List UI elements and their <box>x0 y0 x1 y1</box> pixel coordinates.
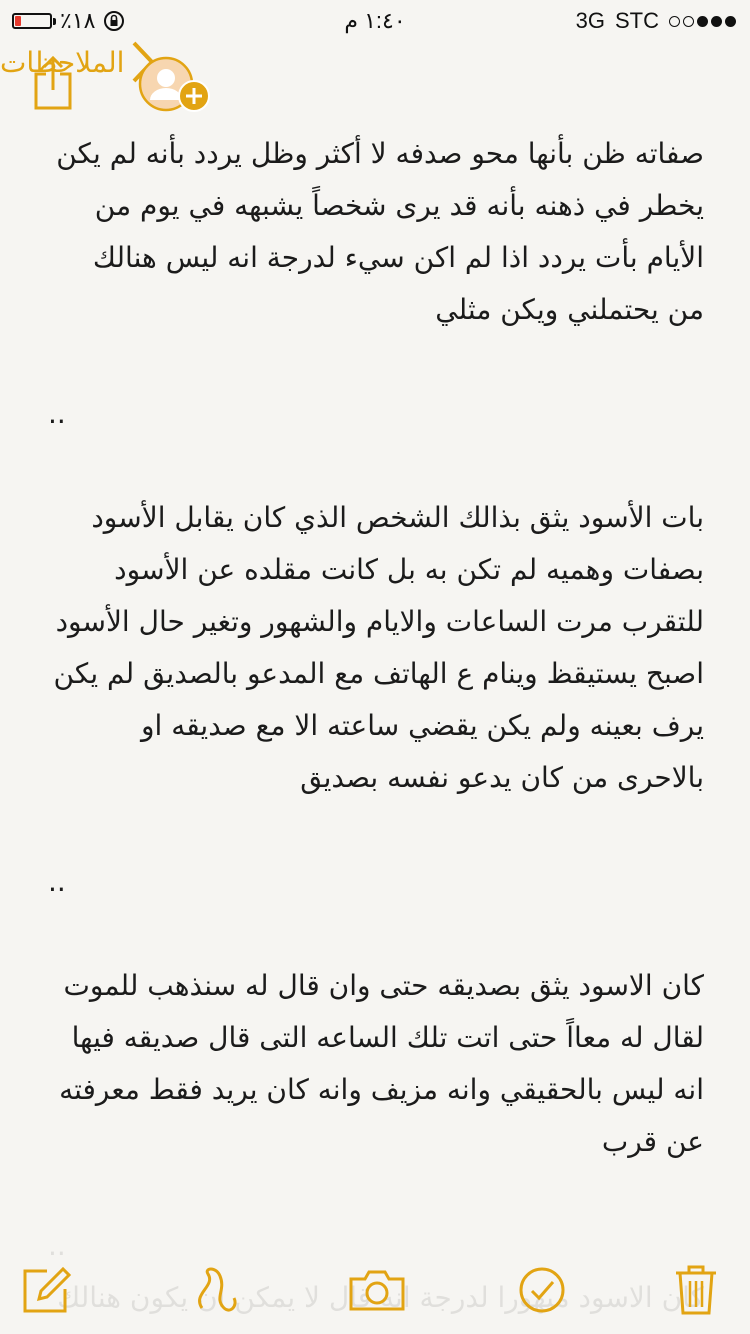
blank-line <box>48 1168 704 1220</box>
camera-button[interactable] <box>346 1260 408 1320</box>
status-bar <box>0 0 750 40</box>
note-separator: .. <box>48 865 66 898</box>
add-person-button[interactable] <box>138 54 214 116</box>
note-paragraph: بات الأسود يثق بذالك الشخص الذي كان يقابل الأسود بصفات وهميه لم تكن به بل كانت مقلده عن الأسود للتقرب مرت الساعات والايام والشهور وتغير حال الأسود اصبح يستيقظ وينام ع الهاتف مع المدعو بالصديق لم يكن يرف بعينه ولم يكن يقضي ساعته الا مع صديقه او بالاحرى من كان يدعو نفسه بصديق <box>53 501 704 794</box>
sketch-button[interactable] <box>186 1260 246 1320</box>
blank-line <box>48 804 704 856</box>
note-separator: .. <box>48 397 66 430</box>
note-body[interactable] <box>48 128 704 1238</box>
add-person-icon <box>138 54 214 116</box>
bottom-toolbar <box>0 1238 750 1334</box>
blank-line <box>48 336 704 388</box>
note-paragraph: صفاته ظن بأنها محو صدفه لا أكثر وظل يردد بأنه لم يكن يخطر في ذهنه بأنه قد يرى شخصاً يشبهه في يوم من الأيام بأت يردد اذا لم اكن سيء لدرجة انه ليس هنالك من يحتملني ويكن مثلي <box>56 137 704 326</box>
back-button[interactable] <box>0 40 750 84</box>
blank-line <box>48 440 704 492</box>
status-right <box>576 8 736 34</box>
signal-dot <box>697 16 708 27</box>
signal-strength-icon <box>669 16 736 27</box>
note-paragraph: كان الاسود يثق بصديقه حتى وان قال له سنذهب للموت لقال له معااً حتى اتت تلك الساعه التى قال صديقه فيها انه ليس بالحقيقي وانه مزيف وانه كان يريد فقط معرفته عن قرب <box>59 969 704 1158</box>
compose-icon <box>19 1263 73 1317</box>
compose-button[interactable] <box>16 1260 76 1320</box>
checklist-button[interactable] <box>512 1260 572 1320</box>
signal-dot <box>669 16 680 27</box>
trash-icon <box>674 1263 718 1317</box>
checklist-icon <box>517 1265 567 1315</box>
navigation-bar <box>0 40 750 128</box>
signal-dot <box>711 16 722 27</box>
signal-dot <box>683 16 694 27</box>
battery-percentage: ٪١٨ <box>60 8 96 33</box>
camera-icon <box>347 1267 407 1313</box>
carrier-name: STC <box>615 8 659 33</box>
signal-dot <box>725 16 736 27</box>
network-type: 3G <box>575 8 605 33</box>
sketch-icon <box>190 1264 242 1316</box>
blank-line <box>48 908 704 960</box>
delete-button[interactable] <box>666 1260 726 1320</box>
share-icon <box>33 56 73 110</box>
status-time: ١:٤٠ م <box>344 8 406 33</box>
share-button[interactable] <box>30 54 76 112</box>
back-label: الملاحظات <box>0 45 125 79</box>
